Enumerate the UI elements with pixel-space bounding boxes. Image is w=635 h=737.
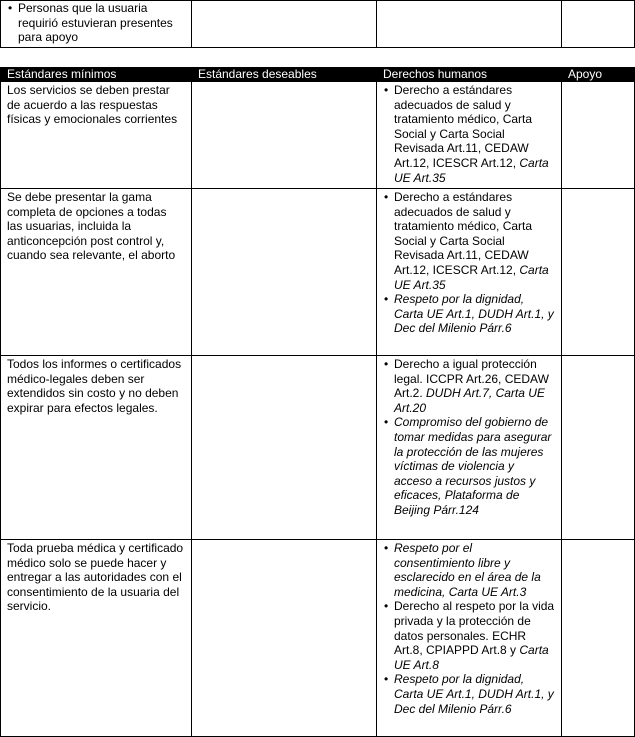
human-rights-cell — [377, 540, 562, 737]
human-rights-cell — [377, 356, 562, 540]
desirable-standard-cell — [192, 540, 377, 737]
list-item: • Derecho a igual protección legal. ICCPR Art.26, CEDAW Art.2. DUDH Art.7, Carta UE Art.20 — [394, 357, 555, 415]
support-cell — [562, 189, 635, 356]
support-cell — [562, 1, 635, 48]
table-header — [1, 68, 635, 82]
list-item: • Derecho al respeto por la vida privada y la protección de datos personales. ECHR Art.8, CPIAPPD Art.8 y Carta UE Art.8 — [394, 599, 555, 672]
minimum-standard-cell: Se debe presentar la gama completa de opciones a todas las usuarias, incluida la anticoncepción post control y, cuando sea relevante, el aborto — [1, 189, 192, 356]
table-row — [1, 82, 635, 189]
continuation-table — [0, 0, 635, 48]
minimum-standard-cell: Los servicios se deben prestar de acuerdo a las respuestas físicas y emocionales corrientes — [1, 82, 192, 189]
desirable-standard-cell — [192, 82, 377, 189]
list-item: • Compromiso del gobierno de tomar medidas para asegurar la protección de las mujeres víctimas de violencia y acceso a recursos justos y eficaces, Plataforma de Beijing Párr.124 — [394, 415, 555, 517]
human-rights-cell — [377, 82, 562, 189]
standards-table — [0, 67, 635, 737]
desirable-standard-cell — [192, 1, 377, 48]
table-row — [1, 189, 635, 356]
support-cell — [562, 82, 635, 189]
header-desirable: Estándares deseables — [192, 68, 377, 82]
header-minimum: Estándares mínimos — [1, 68, 192, 82]
human-rights-cell — [377, 1, 562, 48]
list-item: • Derecho a estándares adecuados de salud y tratamiento médico, Carta Social y Carta Social Revisada Art.11, CEDAW Art.12, ICESCR Art.12, Carta UE Art.35 — [394, 83, 555, 185]
list-item: • Personas que la usuaria requirió estuvieran presentes para apoyo — [18, 1, 185, 45]
table-row — [1, 356, 635, 540]
list-item: • Respeto por el consentimiento libre y esclarecido en el área de la medicina, Carta UE Art.3 — [394, 541, 555, 599]
desirable-standard-cell — [192, 189, 377, 356]
list-item: • Respeto por la dignidad, Carta UE Art.1, DUDH Art.1, y Dec del Milenio Párr.6 — [394, 672, 555, 716]
table-row — [1, 540, 635, 737]
header-rights: Derechos humanos — [377, 68, 562, 82]
minimum-standard-cell: Toda prueba médica y certificado médico solo se puede hacer y entregar a las autoridades con el consentimiento de la usuaria del servicio. — [1, 540, 192, 737]
table-row — [1, 1, 635, 48]
support-cell — [562, 356, 635, 540]
human-rights-cell — [377, 189, 562, 356]
header-support: Apoyo — [562, 68, 635, 82]
support-cell — [562, 540, 635, 737]
list-item: • Respeto por la dignidad, Carta UE Art.1, DUDH Art.1, y Dec del Milenio Párr.6 — [394, 292, 555, 336]
minimum-standard-cell — [1, 1, 192, 48]
desirable-standard-cell — [192, 356, 377, 540]
list-item: • Derecho a estándares adecuados de salud y tratamiento médico, Carta Social y Carta Social Revisada Art.11, CEDAW Art.12, ICESCR Art.12, Carta UE Art.35 — [394, 190, 555, 292]
minimum-standard-cell: Todos los informes o certificados médico-legales deben ser extendidos sin costo y no deben expirar para efectos legales. — [1, 356, 192, 540]
